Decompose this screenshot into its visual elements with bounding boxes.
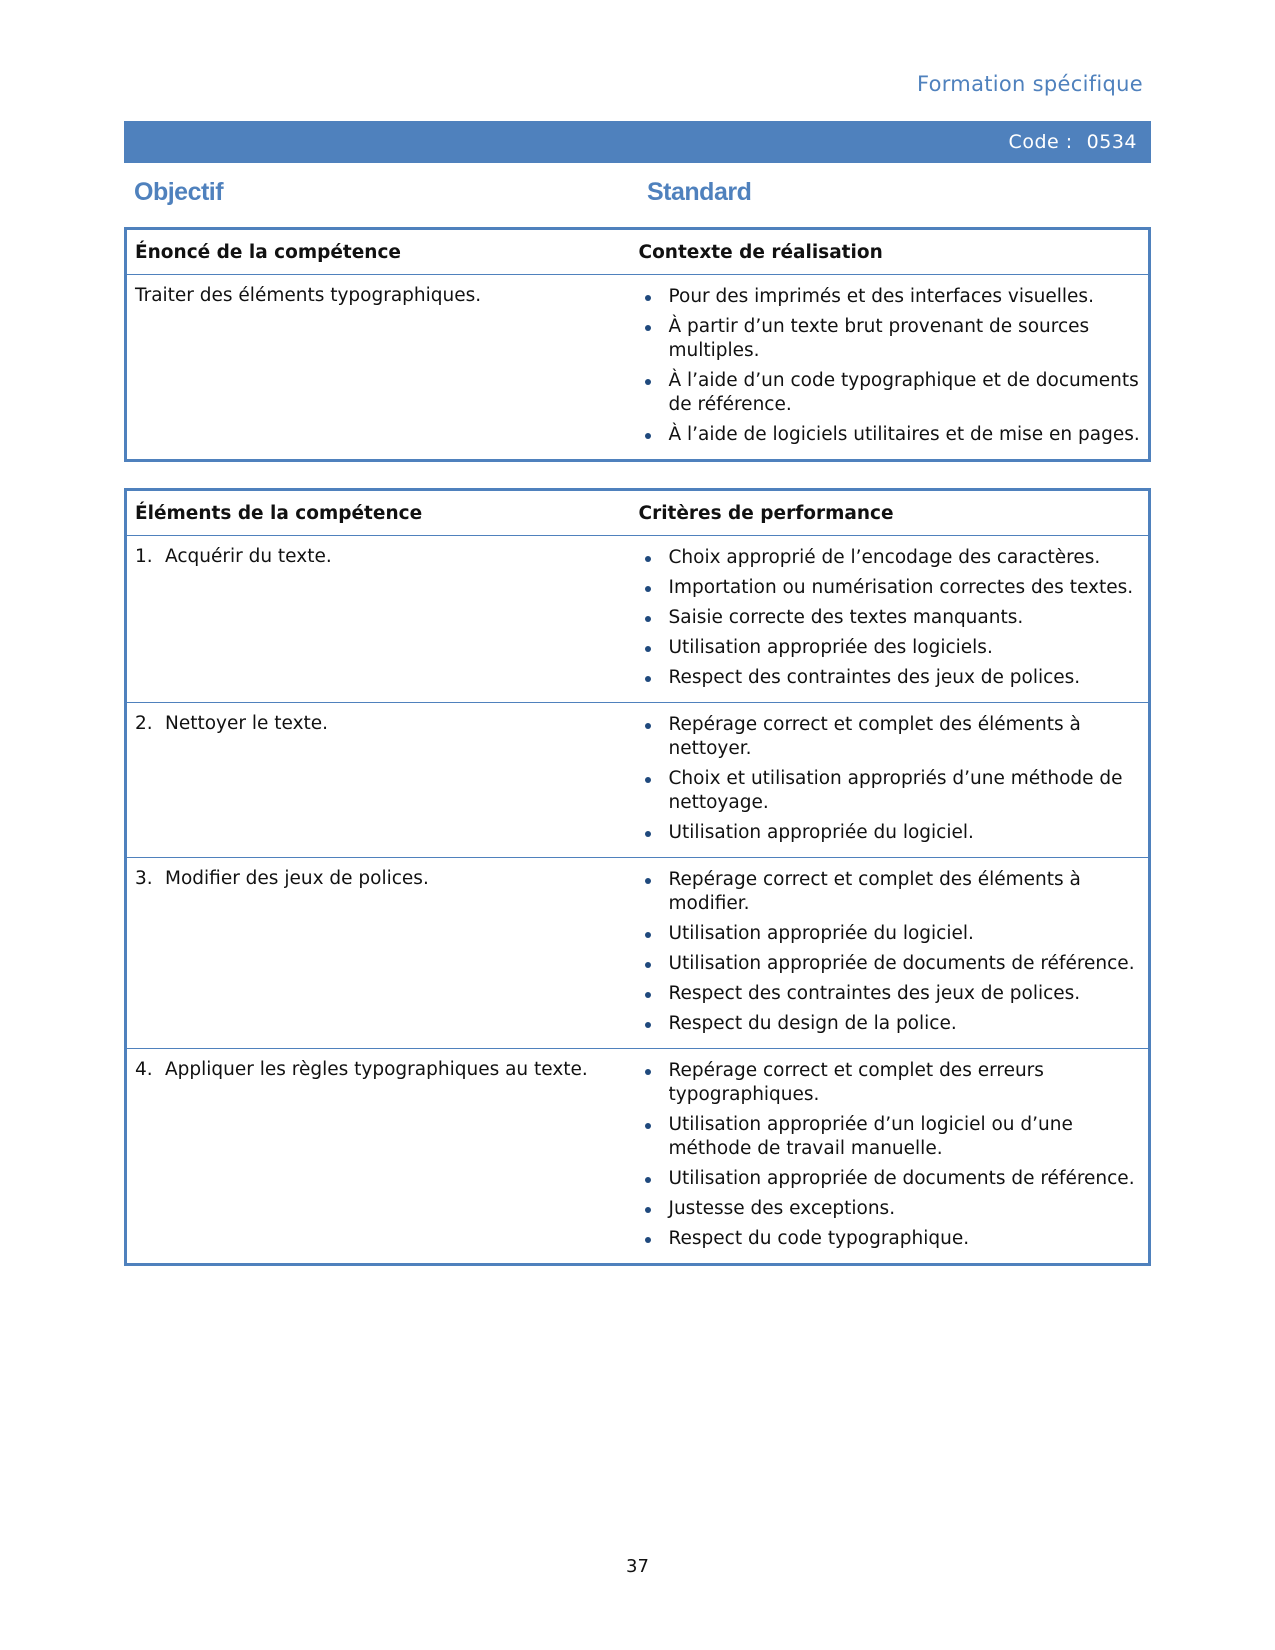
criteria-item: Respect du code typographique. [669, 1227, 1141, 1251]
criteria-item: Utilisation appropriée du logiciel. [669, 821, 1141, 845]
criteria-item: Importation ou numérisation correctes des textes. [669, 576, 1141, 600]
criteria-list [639, 1059, 1141, 1251]
criteria-list [639, 868, 1141, 1036]
criteria-item: Utilisation appropriée de documents de référence. [669, 952, 1141, 976]
code-bar [124, 121, 1151, 163]
document-header: Formation spécifique [916, 72, 1143, 96]
criteria-item: Choix et utilisation appropriés d’une méthode de nettoyage. [669, 767, 1141, 815]
element-text: Modifier des jeux de polices. [165, 868, 429, 889]
criteria-item: Utilisation appropriée des logiciels. [669, 636, 1141, 660]
elements-table [124, 488, 1151, 1266]
table-row [126, 536, 1150, 703]
criteria-item: Repérage correct et complet des éléments à modifier. [669, 868, 1141, 916]
competence-table [124, 227, 1151, 462]
section-standard: Standard [647, 178, 752, 206]
element-number: 3. [135, 868, 153, 889]
criteria-item: Repérage correct et complet des erreurs typographiques. [669, 1059, 1141, 1107]
criteria-item: Respect des contraintes des jeux de polices. [669, 982, 1141, 1006]
table-row [126, 703, 1150, 858]
header-elements: Éléments de la compétence [126, 490, 631, 536]
element-number: 2. [135, 713, 153, 734]
context-item: À partir d’un texte brut provenant de sources multiples. [669, 315, 1141, 363]
section-objectif: Objectif [134, 178, 224, 206]
element-text: Appliquer les règles typographiques au texte. [165, 1059, 588, 1080]
criteria-item: Utilisation appropriée du logiciel. [669, 922, 1141, 946]
context-list [639, 285, 1141, 447]
table-row [126, 1049, 1150, 1265]
header-contexte: Contexte de réalisation [631, 229, 1150, 275]
criteria-item: Utilisation appropriée d’un logiciel ou d’une méthode de travail manuelle. [669, 1113, 1141, 1161]
code-label: Code : [1008, 131, 1073, 153]
criteria-item: Utilisation appropriée de documents de référence. [669, 1167, 1141, 1191]
header-criteres: Critères de performance [631, 490, 1150, 536]
criteria-item: Repérage correct et complet des éléments à nettoyer. [669, 713, 1141, 761]
table-row [126, 858, 1150, 1049]
criteria-item: Respect des contraintes des jeux de polices. [669, 666, 1141, 690]
element-number: 1. [135, 546, 153, 567]
element-text: Acquérir du texte. [165, 546, 332, 567]
element-number: 4. [135, 1059, 153, 1080]
criteria-list [639, 546, 1141, 690]
criteria-item: Saisie correcte des textes manquants. [669, 606, 1141, 630]
header-enonce: Énoncé de la compétence [126, 229, 631, 275]
criteria-item: Respect du design de la police. [669, 1012, 1141, 1036]
code-value: 0534 [1086, 131, 1137, 153]
competence-statement: Traiter des éléments typographiques. [126, 275, 631, 461]
page-number: 37 [626, 1556, 649, 1577]
criteria-item: Justesse des exceptions. [669, 1197, 1141, 1221]
criteria-list [639, 713, 1141, 845]
element-text: Nettoyer le texte. [165, 713, 329, 734]
context-item: À l’aide d’un code typographique et de documents de référence. [668, 370, 1139, 415]
criteria-item: Choix approprié de l’encodage des caractères. [669, 546, 1141, 570]
context-item: Pour des imprimés et des interfaces visuelles. [669, 285, 1141, 309]
context-item: À l’aide de logiciels utilitaires et de mise en pages. [668, 424, 1140, 445]
